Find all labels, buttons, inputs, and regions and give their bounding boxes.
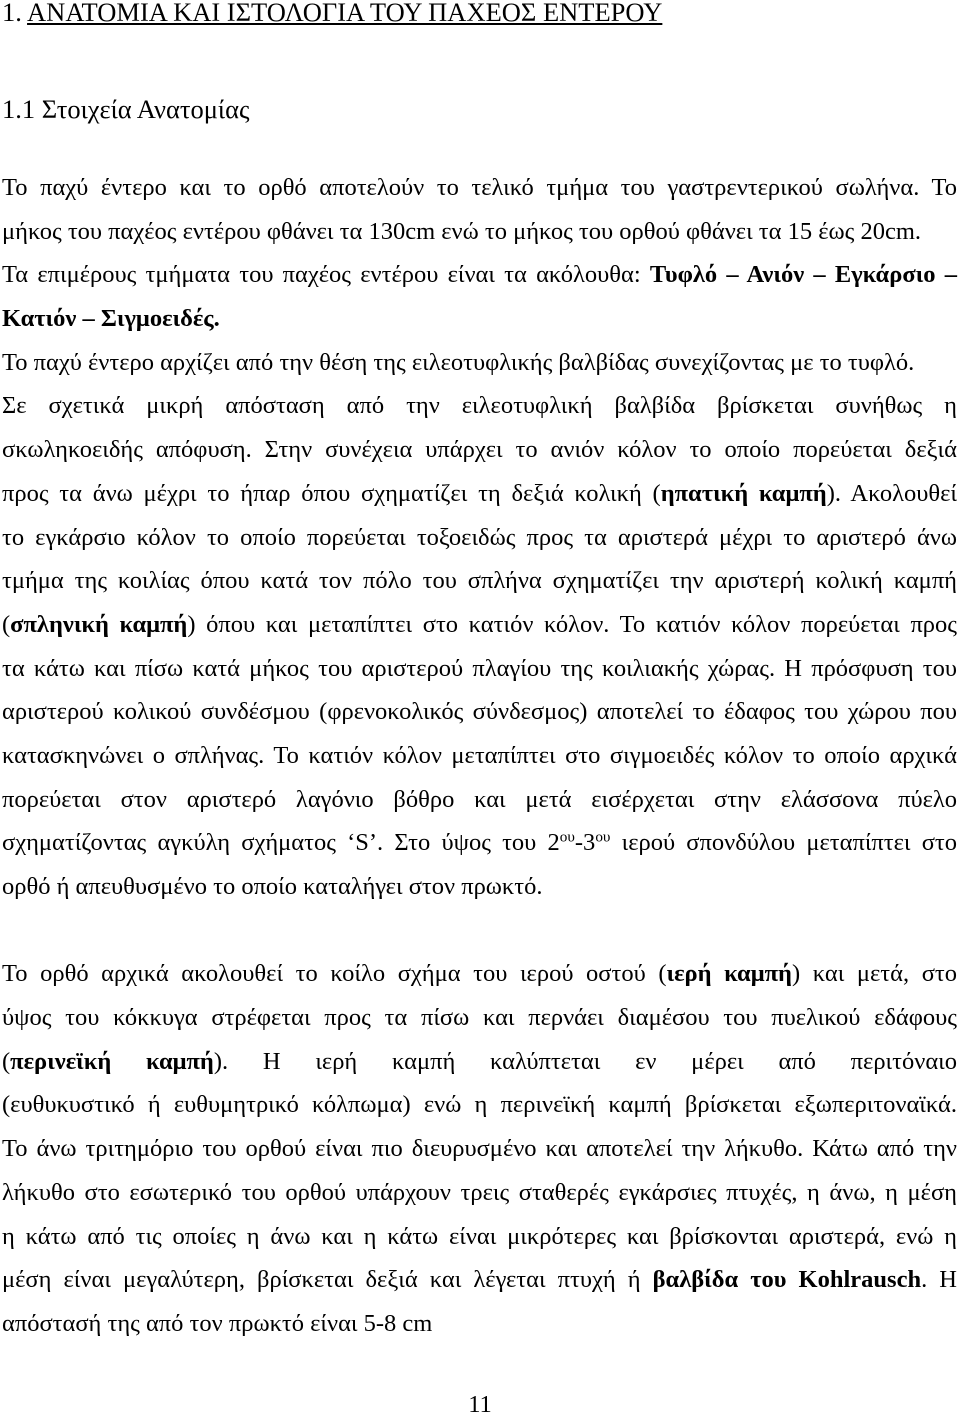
text-run: η κάτω από τις οποίες η άνω και η κάτω είναι μικρότερες και βρίσκονται αριστερά, ενώ η bbox=[2, 1222, 957, 1250]
text-line bbox=[2, 1040, 957, 1084]
text-line bbox=[2, 1127, 957, 1171]
text-line bbox=[2, 603, 957, 647]
text-run: σχηματίζοντας αγκύλη σχήματος ‘S’. Στο ύψος του 2 bbox=[2, 829, 560, 857]
text-line bbox=[2, 253, 957, 297]
subsection-heading: 1.1 Στοιχεία Ανατομίας bbox=[2, 94, 250, 124]
text-line bbox=[2, 341, 957, 385]
paragraph bbox=[2, 166, 957, 253]
text-line bbox=[2, 297, 957, 341]
text-line bbox=[2, 1083, 957, 1127]
bold-term: Τυφλό – Ανιόν – Εγκάρσιο – bbox=[649, 261, 957, 289]
section-number: 1. bbox=[2, 0, 22, 27]
paragraph bbox=[2, 952, 957, 1345]
text-line bbox=[2, 1215, 957, 1259]
text-run: ιερού σπονδύλου μεταπίπτει στο bbox=[610, 829, 957, 857]
text-run: ) και μετά, στο bbox=[791, 960, 957, 988]
text-run: σκωληκοειδής απόφυση. Στην συνέχεια υπάρχει το ανιόν κόλον το οποίο πορεύεται δεξιά bbox=[2, 436, 957, 464]
text-line bbox=[2, 690, 957, 734]
text-run: Τα επιμέρους τμήματα του παχέος εντέρου είναι τα ακόλουθα: bbox=[2, 261, 650, 289]
page-number: 11 bbox=[468, 1391, 492, 1418]
section-title: ΑΝΑΤΟΜΙΑ ΚΑΙ ΙΣΤΟΛΟΓΙΑ ΤΟΥ ΠΑΧΕΟΣ ΕΝΤΕΡΟΥ bbox=[27, 0, 663, 27]
text-run: Το ορθό αρχικά ακολουθεί το κοίλο σχήμα του ιερού οστού ( bbox=[2, 960, 667, 988]
bold-term: ηπατική καμπή bbox=[660, 479, 827, 507]
bold-term: βαλβίδα του Kohlrausch bbox=[652, 1266, 922, 1294]
text-line bbox=[2, 778, 957, 822]
text-run: μέση είναι μεγαλύτερη, βρίσκεται δεξιά και λέγεται πτυχή ή bbox=[2, 1266, 653, 1294]
text-run: ορθό ή απευθυσμένο το οποίο καταλήγει στον πρωκτό. bbox=[2, 873, 543, 900]
text-run: το εγκάρσιο κόλον το οποίο πορεύεται τοξοειδώς προς τα αριστερά μέχρι το αριστερό άνω bbox=[2, 523, 957, 551]
superscript-text: ου bbox=[595, 828, 611, 846]
text-run: ) όπου και μεταπίπτει στο κατιόν κόλον. Το κατιόν κόλον πορεύεται προς bbox=[187, 610, 957, 638]
text-run: Το παχύ έντερο και το ορθό αποτελούν το τελικό τμήμα του γαστρεντερικού σωλήνα. Το bbox=[2, 174, 957, 201]
text-run: λήκυθο στο εσωτερικό του ορθού υπάρχουν τρεις σταθερές εγκάρσιες πτυχές, η άνω, η μέση bbox=[2, 1178, 957, 1206]
text-run: ). Ακολουθεί bbox=[826, 479, 957, 507]
text-line bbox=[2, 1258, 957, 1302]
text-run: πορεύεται στον αριστερό λαγόνιο βόθρο και μετά εισέρχεται στην ελάσσονα πύελο bbox=[2, 785, 957, 813]
text-run: . Η bbox=[921, 1266, 957, 1294]
text-line bbox=[2, 559, 957, 603]
text-run: προς τα άνω μέχρι το ήπαρ όπου σχηματίζει τη δεξιά κολική ( bbox=[2, 479, 661, 507]
paragraph bbox=[2, 253, 957, 340]
text-line bbox=[2, 734, 957, 778]
text-run: κατασκηνώνει ο σπλήνας. Το κατιόν κόλον μεταπίπτει στο σιγμοειδές κόλον το οποίο αρχικά bbox=[2, 741, 957, 769]
text-line bbox=[2, 384, 957, 428]
text-run: Σε σχετικά μικρή απόσταση από την ειλεοτυφλική βαλβίδα βρίσκεται συνήθως η bbox=[2, 392, 957, 420]
text-line bbox=[2, 210, 957, 254]
text-line bbox=[2, 821, 957, 865]
bold-term: Κατιόν – Σιγμοειδές. bbox=[2, 305, 220, 333]
text-line bbox=[2, 516, 957, 560]
text-line bbox=[2, 996, 957, 1040]
text-run: ( bbox=[2, 1047, 11, 1075]
text-run: απόστασή της από τον πρωκτό είναι 5-8 cm bbox=[2, 1309, 433, 1337]
bold-term: ιερή καμπή bbox=[666, 960, 792, 988]
superscript-text: ου bbox=[559, 828, 575, 846]
paragraph bbox=[2, 384, 957, 908]
text-line bbox=[2, 1302, 957, 1346]
text-line bbox=[2, 647, 957, 691]
section-heading bbox=[2, 0, 663, 27]
bold-term: περινεϊκή καμπή bbox=[10, 1047, 214, 1075]
text-run: ). Η ιερή καμπή καλύπτεται εν μέρει από περιτόναιο bbox=[213, 1047, 957, 1075]
text-run: -3 bbox=[574, 829, 596, 857]
text-run: τμήμα της κοιλίας όπου κατά τον πόλο του σπλήνα σχηματίζει την αριστερή κολική καμπή bbox=[2, 567, 957, 595]
text-run: αριστερού κολικού συνδέσμου (φρενοκολικός σύνδεσμος) αποτελεί το έδαφος του χώρου που bbox=[2, 698, 957, 726]
body-text bbox=[2, 166, 957, 1346]
text-line bbox=[2, 952, 957, 996]
text-line bbox=[2, 1171, 957, 1215]
text-run: ύψος του κόκκυγα στρέφεται προς τα πίσω και περνάει διαμέσου του πυελικού εδάφους bbox=[2, 1004, 957, 1032]
text-run: μήκος του παχέος εντέρου φθάνει τα 130cm ενώ το μήκος του ορθού φθάνει τα 15 έως 20cm. bbox=[2, 217, 922, 245]
text-run: τα κάτω και πίσω κατά μήκος του αριστερού πλαγίου της κοιλιακής χώρας. Η πρόσφυση του bbox=[2, 654, 957, 682]
text-run: ( bbox=[2, 610, 11, 638]
text-run: Το άνω τριτημόριο του ορθού είναι πιο διευρυσμένο και αποτελεί την λήκυθο. Κάτω από την bbox=[2, 1135, 957, 1163]
text-line bbox=[2, 865, 957, 909]
text-line bbox=[2, 166, 957, 210]
text-run: (ευθυκυστικό ή ευθυμητρικό κόλπωμα) ενώ η περινεϊκή καμπή βρίσκεται εξωπεριτοναϊκά. bbox=[2, 1091, 957, 1119]
bold-term: σπληνική καμπή bbox=[10, 610, 188, 638]
text-line bbox=[2, 472, 957, 516]
paragraph bbox=[2, 341, 957, 385]
text-line bbox=[2, 428, 957, 472]
text-run: Το παχύ έντερο αρχίζει από την θέση της ειλεοτυφλικής βαλβίδας συνεχίζοντας με το τυφλό. bbox=[2, 348, 915, 376]
